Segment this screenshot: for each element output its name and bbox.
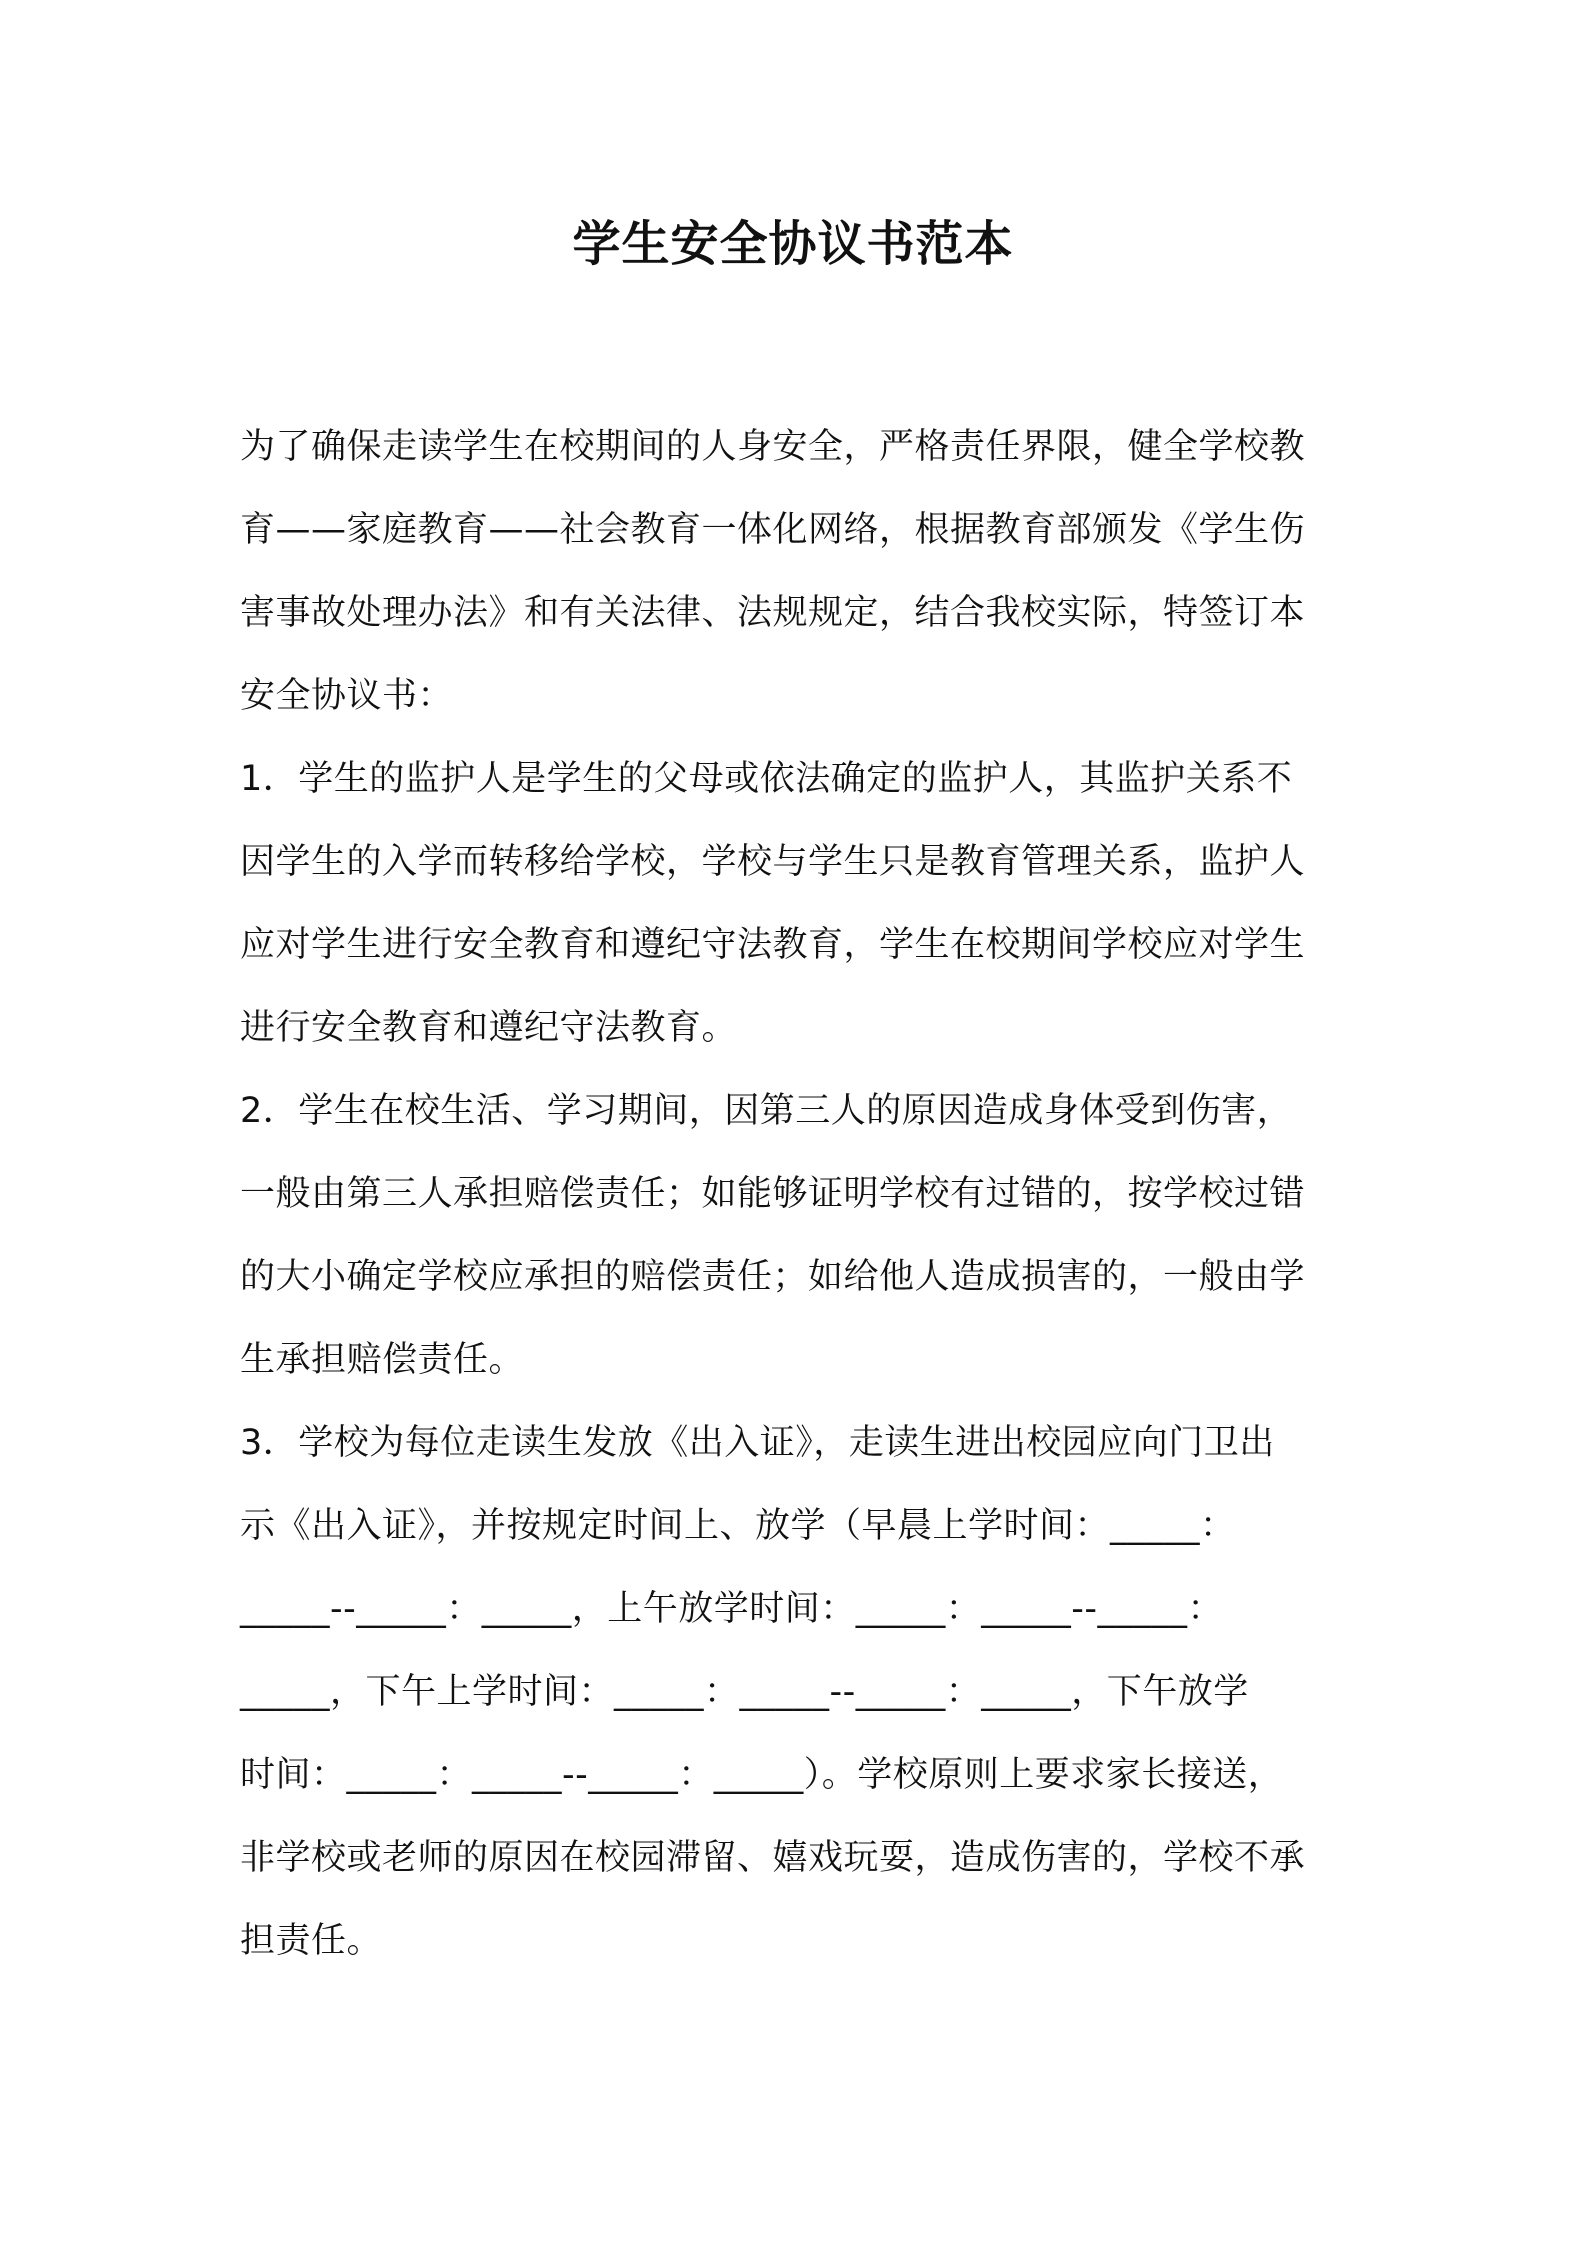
- body-line: 为了确保走读学生在校期间的人身安全，严格责任界限，健全学校教: [240, 427, 1306, 467]
- document-body: [240, 406, 1360, 1983]
- clause-2-line: 2．学生在校生活、学习期间，因第三人的原因造成身体受到伤害，: [240, 1091, 1293, 1131]
- clause-2-line: 一般由第三人承担赔偿责任；如能够证明学校有过错的，按学校过错: [240, 1174, 1306, 1214]
- clause-2-line: 生承担赔偿责任。: [240, 1340, 525, 1380]
- clause-3-line: 担责任。: [240, 1921, 383, 1961]
- clause-1-line: 1．学生的监护人是学生的父母或依法确定的监护人，其监护关系不: [240, 759, 1293, 799]
- clause-1-line: 应对学生进行安全教育和遵纪守法教育，学生在校期间学校应对学生: [240, 925, 1306, 965]
- clause-3-line: 3．学校为每位走读生发放《出入证》，走读生进出校园应向门卫出: [240, 1423, 1275, 1463]
- clause-2-line: 的大小确定学校应承担的赔偿责任；如给他人造成损害的，一般由学: [240, 1257, 1306, 1297]
- clause-3-line: 示《出入证》，并按规定时间上、放学（早晨上学时间：_____：: [240, 1506, 1236, 1546]
- clause-1-line: 进行安全教育和遵纪守法教育。: [240, 1008, 738, 1048]
- clause-1-line: 因学生的入学而转移给学校，学校与学生只是教育管理关系，监护人: [240, 842, 1306, 882]
- clause-3-line: _____--_____：_____，上午放学时间：_____：_____--_____：: [240, 1589, 1224, 1629]
- clause-3-line: 非学校或老师的原因在校园滞留、嬉戏玩耍，造成伤害的，学校不承: [240, 1838, 1306, 1878]
- body-line: 害事故处理办法》和有关法律、法规规定，结合我校实际，特签订本: [240, 593, 1306, 633]
- clause-3-line: _____，下午上学时间：_____：_____--_____：_____，下午放学: [240, 1672, 1249, 1712]
- body-line: 安全协议书：: [240, 676, 454, 716]
- clause-3-line: 时间：_____：_____--_____：_____）。学校原则上要求家长接送，: [240, 1755, 1284, 1795]
- document-title: 学生安全协议书范本: [572, 216, 1014, 272]
- body-line: 育——家庭教育——社会教育一体化网络，根据教育部颁发《学生伤: [240, 510, 1306, 550]
